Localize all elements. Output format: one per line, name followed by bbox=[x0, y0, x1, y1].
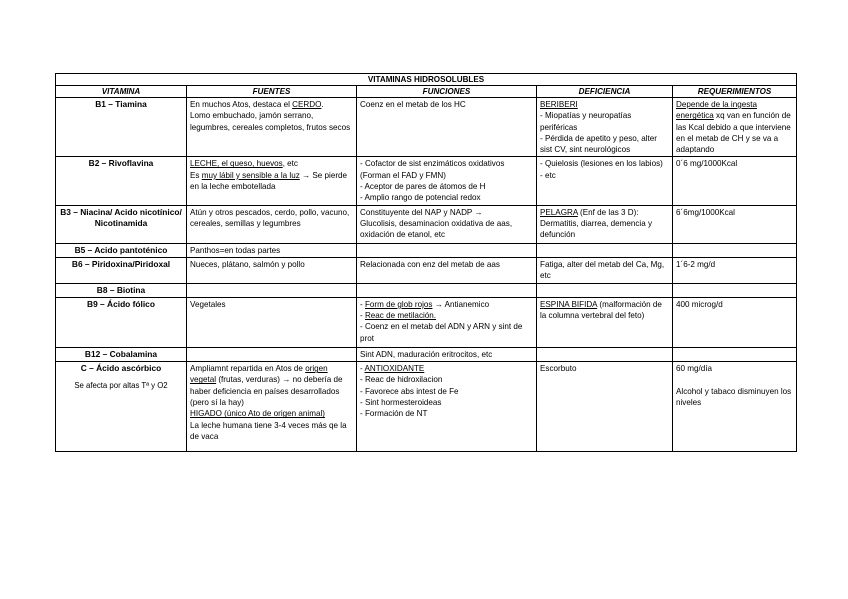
underlined-text: Form de glob rojos bbox=[364, 299, 433, 309]
cell-requerimientos: Depende de la ingesta energética xq van en función de las Kcal debido a que interviene en el metab de CH y se va a adaptando bbox=[673, 98, 797, 157]
cell-fuentes: Panthos=en todas partes bbox=[187, 243, 357, 257]
underlined-text: muy lábil y sensible a la luz bbox=[201, 170, 300, 180]
table-body bbox=[56, 98, 797, 452]
table-row bbox=[56, 98, 797, 157]
cell-funciones bbox=[357, 243, 537, 257]
cell-requerimientos bbox=[673, 243, 797, 257]
underlined-text: PELAGRA bbox=[540, 207, 578, 217]
cell-vitamina: B5 – Acido pantoténico bbox=[56, 243, 187, 257]
cell-deficiencia: - Quielosis (lesiones en los labios) - etc bbox=[537, 157, 673, 205]
cell-funciones: - Cofactor de sist enzimáticos oxidativos (Forman el FAD y FMN) - Aceptor de pares de átomos de H - Amplio rango de potencial redox bbox=[357, 157, 537, 205]
underlined-text: ANTIOXIDANTE bbox=[364, 364, 425, 374]
underlined-text: origen vegetal bbox=[190, 364, 328, 385]
cell-fuentes: Atún y otros pescados, cerdo, pollo, vacuno, cereales, semillas y legumbres bbox=[187, 205, 357, 243]
cell-fuentes: Vegetales bbox=[187, 297, 357, 347]
cell-vitamina-note: Se afecta por altas Tª y O2 bbox=[74, 381, 168, 391]
cell-funciones bbox=[357, 283, 537, 297]
header-fuentes: FUENTES bbox=[187, 86, 357, 98]
cell-requerimientos: 1´6-2 mg/d bbox=[673, 257, 797, 283]
header-deficiencia: DEFICIENCIA bbox=[537, 86, 673, 98]
cell-fuentes bbox=[187, 347, 357, 361]
underlined-text: LECHE, el queso, huevos bbox=[190, 159, 283, 169]
cell-vitamina: B6 – Piridoxina/Piridoxal bbox=[56, 257, 187, 283]
table-row bbox=[56, 257, 797, 283]
cell-deficiencia: ESPINA BIFIDA (malformación de la columna vertebral del feto) bbox=[537, 297, 673, 347]
cell-funciones: - ANTIOXIDANTE - Reac de hidroxilacion - Favorece abs intest de Fe - Sint hormesteroideas - Formación de NT bbox=[357, 362, 537, 452]
table-row bbox=[56, 157, 797, 205]
table-row bbox=[56, 297, 797, 347]
cell-deficiencia: Escorbuto bbox=[537, 362, 673, 452]
cell-requerimientos: 0´6 mg/1000Kcal bbox=[673, 157, 797, 205]
cell-vitamina: C – Ácido ascórbico Se afecta por altas Tª y O2 bbox=[56, 362, 187, 452]
title-row bbox=[56, 74, 797, 86]
header-requerimientos: REQUERIMIENTOS bbox=[673, 86, 797, 98]
cell-vitamina: B1 – Tiamina bbox=[56, 98, 187, 157]
cell-funciones: Constituyente del NAP y NADP → Glucolisis, desaminacion oxidativa de aas, oxidación de etanol, etc bbox=[357, 205, 537, 243]
cell-deficiencia bbox=[537, 347, 673, 361]
cell-vitamina: B12 – Cobalamina bbox=[56, 347, 187, 361]
underlined-text: CERDO bbox=[292, 100, 322, 109]
cell-funciones: Sint ADN, maduración eritrocitos, etc bbox=[357, 347, 537, 361]
vitaminas-table bbox=[55, 73, 797, 452]
table-row bbox=[56, 347, 797, 361]
cell-fuentes: Ampliamnt repartida en Atos de origen vegetal (frutas, verduras) → no debería de haber deficiencia en países desarrollados (pero sí la hay) HIGADO (único Ato de origen animal) La leche humana tiene 3-4 veces más qe la de vaca bbox=[187, 362, 357, 452]
cell-deficiencia: PELAGRA (Enf de las 3 D): Dermatitis, diarrea, demencia y defunción bbox=[537, 205, 673, 243]
table-row bbox=[56, 205, 797, 243]
cell-fuentes: En muchos Atos, destaca el CERDO. Lomo embuchado, jamón serrano, legumbres, cereales completos, frutos secos bbox=[187, 98, 357, 157]
underlined-text: Reac de metilación. bbox=[364, 311, 437, 321]
table-row bbox=[56, 283, 797, 297]
cell-deficiencia: BERIBERI - Miopatías y neuropatías periféricas - Pérdida de apetito y peso, alter sist CV, sint neurológicos bbox=[537, 98, 673, 157]
cell-fuentes: LECHE, el queso, huevos, etc Es muy lábil y sensible a la luz → Se pierde en la leche embotellada bbox=[187, 157, 357, 205]
cell-vitamina: B8 – Biotina bbox=[56, 283, 187, 297]
table-row bbox=[56, 243, 797, 257]
header-row bbox=[56, 86, 797, 98]
cell-requerimientos: 400 microg/d bbox=[673, 297, 797, 347]
cell-funciones: Coenz en el metab de los HC bbox=[357, 98, 537, 157]
cell-fuentes bbox=[187, 283, 357, 297]
cell-vitamina: B2 – Rivoflavina bbox=[56, 157, 187, 205]
underlined-text: HIGADO (único Ato de origen animal) bbox=[190, 409, 325, 419]
cell-deficiencia bbox=[537, 283, 673, 297]
cell-fuentes: Nueces, plátano, salmón y pollo bbox=[187, 257, 357, 283]
cell-requerimientos bbox=[673, 347, 797, 361]
table-title: VITAMINAS HIDROSOLUBLES bbox=[56, 74, 797, 86]
underlined-text: BERIBERI bbox=[540, 100, 578, 109]
cell-vitamina: B3 – Niacina/ Acido nicotínico/ Nicotinamida bbox=[56, 205, 187, 243]
cell-deficiencia bbox=[537, 243, 673, 257]
cell-requerimientos: 6´6mg/1000Kcal bbox=[673, 205, 797, 243]
cell-funciones: - Form de glob rojos → Antianemico - Reac de metilación. - Coenz en el metab del ADN y ARN y sint de prot bbox=[357, 297, 537, 347]
cell-vitamina: B9 – Ácido fólico bbox=[56, 297, 187, 347]
header-funciones: FUNCIONES bbox=[357, 86, 537, 98]
cell-requerimientos bbox=[673, 283, 797, 297]
cell-funciones: Relacionada con enz del metab de aas bbox=[357, 257, 537, 283]
underlined-text: ESPINA BIFIDA bbox=[540, 299, 598, 309]
header-vitamina: VITAMINA bbox=[56, 86, 187, 98]
table-row bbox=[56, 362, 797, 452]
underlined-text: Depende de la ingesta energética bbox=[676, 100, 758, 121]
cell-deficiencia: Fatiga, alter del metab del Ca, Mg, etc bbox=[537, 257, 673, 283]
cell-requerimientos: 60 mg/día Alcohol y tabaco disminuyen los niveles bbox=[673, 362, 797, 452]
